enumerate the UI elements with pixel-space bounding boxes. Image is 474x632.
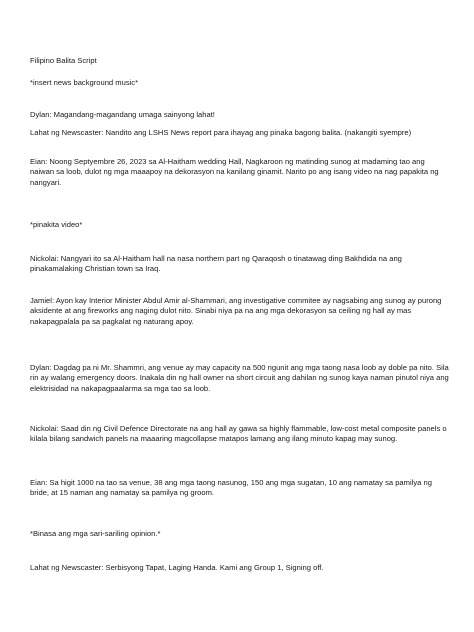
stage-direction-music: *insert news background music* [30,78,139,87]
stage-direction-video: *pinakita video* [30,220,83,229]
paragraph-newscaster-intro: Lahat ng Newscaster: Nandito ang LSHS News report para ihayag ang pinaka bagong balita. (nakangiti syempre) [30,128,412,137]
paragraph-dylan-greeting: Dylan: Magandang-magandang umaga sainyong lahat! [30,110,215,119]
paragraph-signing-off: Lahat ng Newscaster: Serbisyong Tapat, Laging Handa. Kami ang Group 1, Signing off. [30,563,324,572]
paragraph-jamiel-statement: Jamiel: Ayon kay Interior Minister Abdul Amir al-Shammari, ang investigative commitee ay nagsabing ang sunog ay purong aksidente at ang fireworks ang naging dulot nito. Sinabi niya pa na ang mga dekorasyon sa ceiling ng hall ay mas nakapagpalala pa sa pagkalat ng naturang apoy. [30,296,442,326]
paragraph-dylan-venue: Dylan: Dagdag pa ni Mr. Shammri, ang venue ay may capacity na 500 ngunit ang mga taong nasa loob ay doble pa nito. Sila rin ay walang emergency doors. Inakala din ng hall owner na short circuit ang dahilan ng sunog kaya naman pinutol niya ang elektrisidad na nakapagpaalarma sa mga tao sa loob. [30,363,449,393]
paragraph-nickolai-panels: Nickolai: Saad din ng Civil Defence Directorate na ang hall ay gawa sa highly flammable, low-cost metal composite panels o kilala bilang sandwich panels na maaaring magcollapse matapos lamang ang ilang minuto kapag may sunog. [30,424,447,444]
stage-direction-opinions: *Binasa ang mga sari-sariling opinion.* [30,529,161,538]
paragraph-eian-casualties: Eian: Sa higit 1000 na tao sa venue, 38 ang mga taong nasunog, 150 ang mga sugatan, 10 ang namatay sa pamilya ng bride, at 15 naman ang namatay sa pamilya ng groom. [30,478,432,498]
paragraph-nickolai-location: Nickolai: Nangyari ito sa Al-Haitham hall na nasa northern part ng Qaraqosh o tinatawag ding Bakhdida na ang pinakamalaking Christian town sa Iraq. [30,254,402,274]
document-title: Filipino Balita Script [30,56,97,65]
paragraph-eian-report: Eian: Noong Septyembre 26, 2023 sa Al-Haitham wedding Hall, Nagkaroon ng matinding sunog at madaming tao ang naiwan sa loob, dulot ng mga maaapoy na dekorasyon na kanilang ginamit. Narito po ang isang video na nag papakita ng nangyari. [30,157,439,187]
